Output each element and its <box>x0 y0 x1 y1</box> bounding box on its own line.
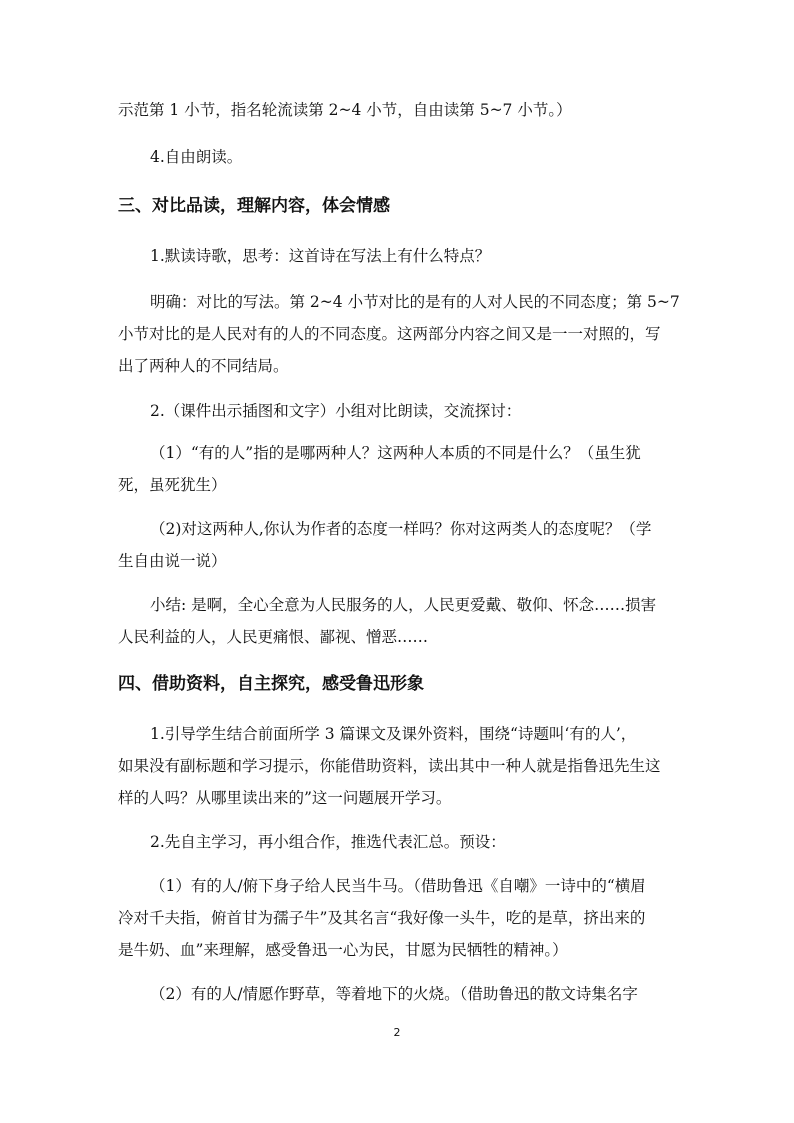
paragraph-line: 1.默读诗歌，思考：这首诗在写法上有什么特点？ <box>150 247 491 265</box>
paragraph-line: 如果没有副标题和学习提示，你能借助资料，读出其中一种人就是指鲁迅先生这 <box>118 757 661 775</box>
paragraph-line: 小结: 是啊，全心全意为人民服务的人，人民更爱戴、敬仰、怀念……损害 <box>150 596 657 614</box>
paragraph-line: （2)对这两种人,你认为作者的态度一样吗？你对这两类人的态度呢？（学 <box>150 520 652 538</box>
paragraph-line: 2.先自主学习，再小组合作，推选代表汇总。预设： <box>150 833 506 851</box>
page-number: 2 <box>393 1026 401 1039</box>
paragraph-line: 示范第 1 小节，指名轮流读第 2~4 小节，自由读第 5~7 小节。） <box>118 101 572 119</box>
section-heading: 三、对比品读，理解内容，体会情感 <box>118 196 390 216</box>
paragraph-line: （1）有的人/俯下身子给人民当牛马。（借助鲁迅《自嘲》一诗中的“横眉 <box>150 877 646 895</box>
paragraph-line: 样的人吗？从哪里读出来的”这一问题展开学习。 <box>118 789 452 807</box>
paragraph-line: 2.（课件出示插图和文字）小组对比朗读，交流探讨： <box>150 402 522 420</box>
paragraph-line: 冷对千夫指，俯首甘为孺子牛”及其名言“我好像一头牛，吃的是草，挤出来的 <box>118 909 646 927</box>
paragraph-line: 生自由说一说） <box>118 552 227 570</box>
paragraph-line: 是牛奶、血”来理解，感受鲁迅一心为民，甘愿为民牺牲的精神。） <box>118 941 568 959</box>
paragraph-line: 4.自由朗读。 <box>150 148 243 166</box>
section-heading: 四、借助资料，自主探究，感受鲁迅形象 <box>118 674 424 694</box>
paragraph-line: 死，虽死犹生） <box>118 476 227 494</box>
paragraph-line: 人民利益的人，人民更痛恨、鄙视、憎恶…… <box>118 628 429 646</box>
paragraph-line: （1）“有的人”指的是哪两种人？这两种人本质的不同是什么？（虽生犹 <box>150 444 641 462</box>
paragraph-line: 出了两种人的不同结局。 <box>118 357 289 375</box>
paragraph-line: 1.引导学生结合前面所学 3 篇课文及课外资料，围绕“诗题叫‘有的人’， <box>150 725 637 743</box>
paragraph-line: 小节对比的是人民对有的人的不同态度。这两部分内容之间又是一一对照的，写 <box>118 325 661 343</box>
paragraph-line: 明确：对比的写法。第 2~4 小节对比的是有的人对人民的不同态度；第 5~7 <box>150 293 680 311</box>
paragraph-line: （2）有的人/情愿作野草，等着地下的火烧。（借助鲁迅的散文诗集名字 <box>150 985 638 1003</box>
